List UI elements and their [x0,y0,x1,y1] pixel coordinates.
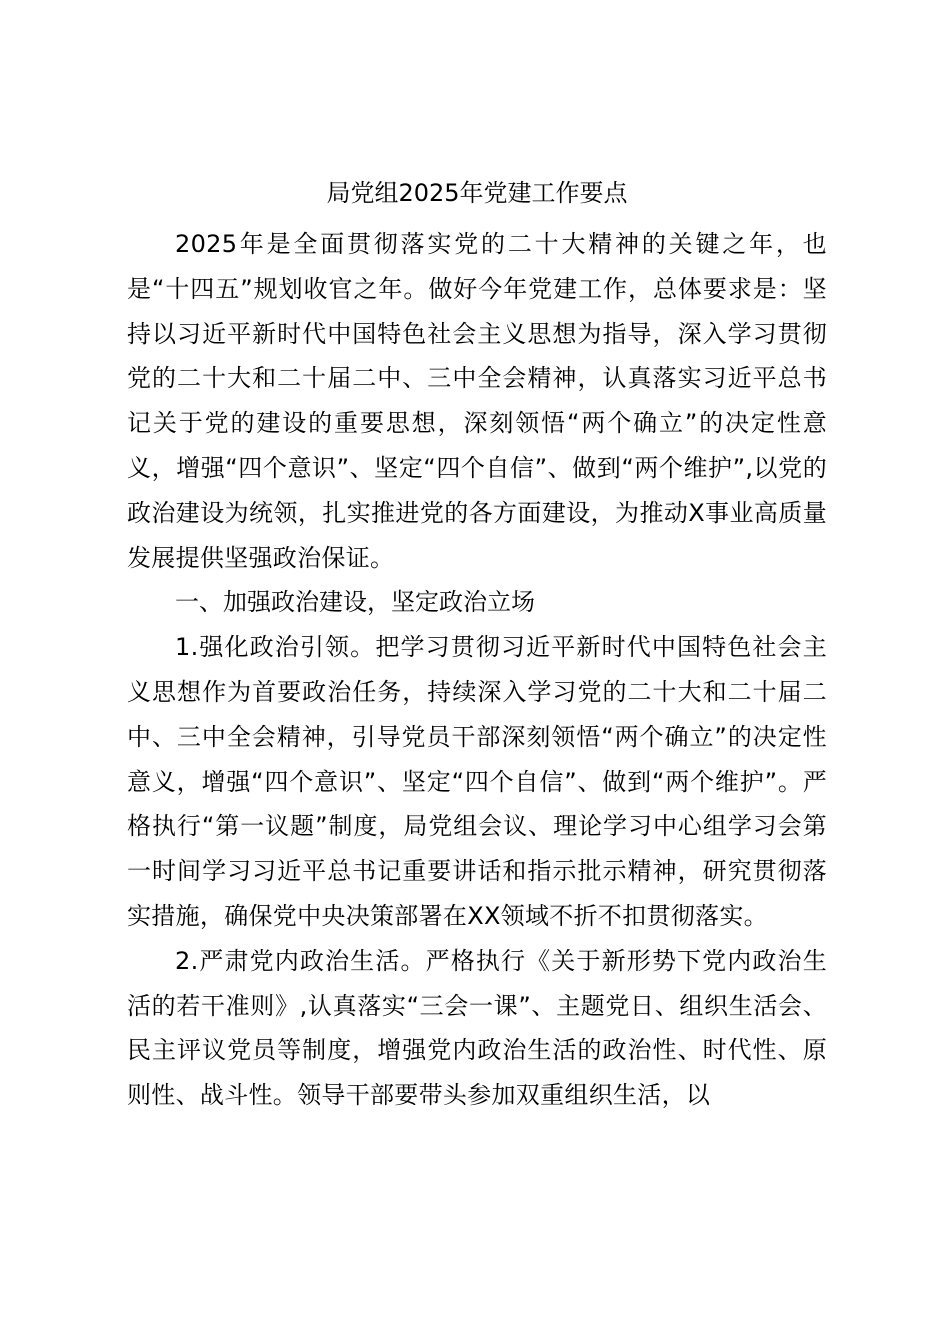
section-heading: 一、加强政治建设，坚定政治立场 [175,588,535,617]
document-title: 局党组2025年党建工作要点 [326,179,628,207]
item-2-paragraph: 2.严肃党内政治生活。严格执行《关于新形势下党内政治生活的若干准则》,认真落实“三会一课”、主题党日、组织生活会、民主评议党员等制度，增强党内政治生活的政治性、时代性、原则性、战斗性。领导干部要带头参加双重组织生活，以 [127,946,827,1110]
document-page [127,178,827,1118]
intro-paragraph: 2025年是全面贯彻落实党的二十大精神的关键之年，也是“十四五”规划收官之年。做好今年党建工作，总体要求是：坚持以习近平新时代中国特色社会主义思想为指导，深入学习贯彻党的二十大和二十届二中、三中全会精神，认真落实习近平总书记关于党的建设的重要思想，深刻领悟“两个确立”的决定性意义，增强“四个意识”、坚定“四个自信”、做到“两个维护”,以党的政治建设为统领，扎实推进党的各方面建设，为推动X事业高质量发展提供坚强政治保证。 [127,230,828,572]
item-1-paragraph: 1.强化政治引领。把学习贯彻习近平新时代中国特色社会主义思想作为首要政治任务，持续深入学习党的二十大和二十届二中、三中全会精神，引导党员干部深刻领悟“两个确立”的决定性意义，增强“四个意识”、坚定“四个自信”、做到“两个维护”。严格执行“第一议题”制度，局党组会议、理论学习中心组学习会第一时间学习习近平总书记重要讲话和指示批示精神，研究贯彻落实措施，确保党中央决策部署在XX领域不折不扣贯彻落实。 [127,633,827,930]
